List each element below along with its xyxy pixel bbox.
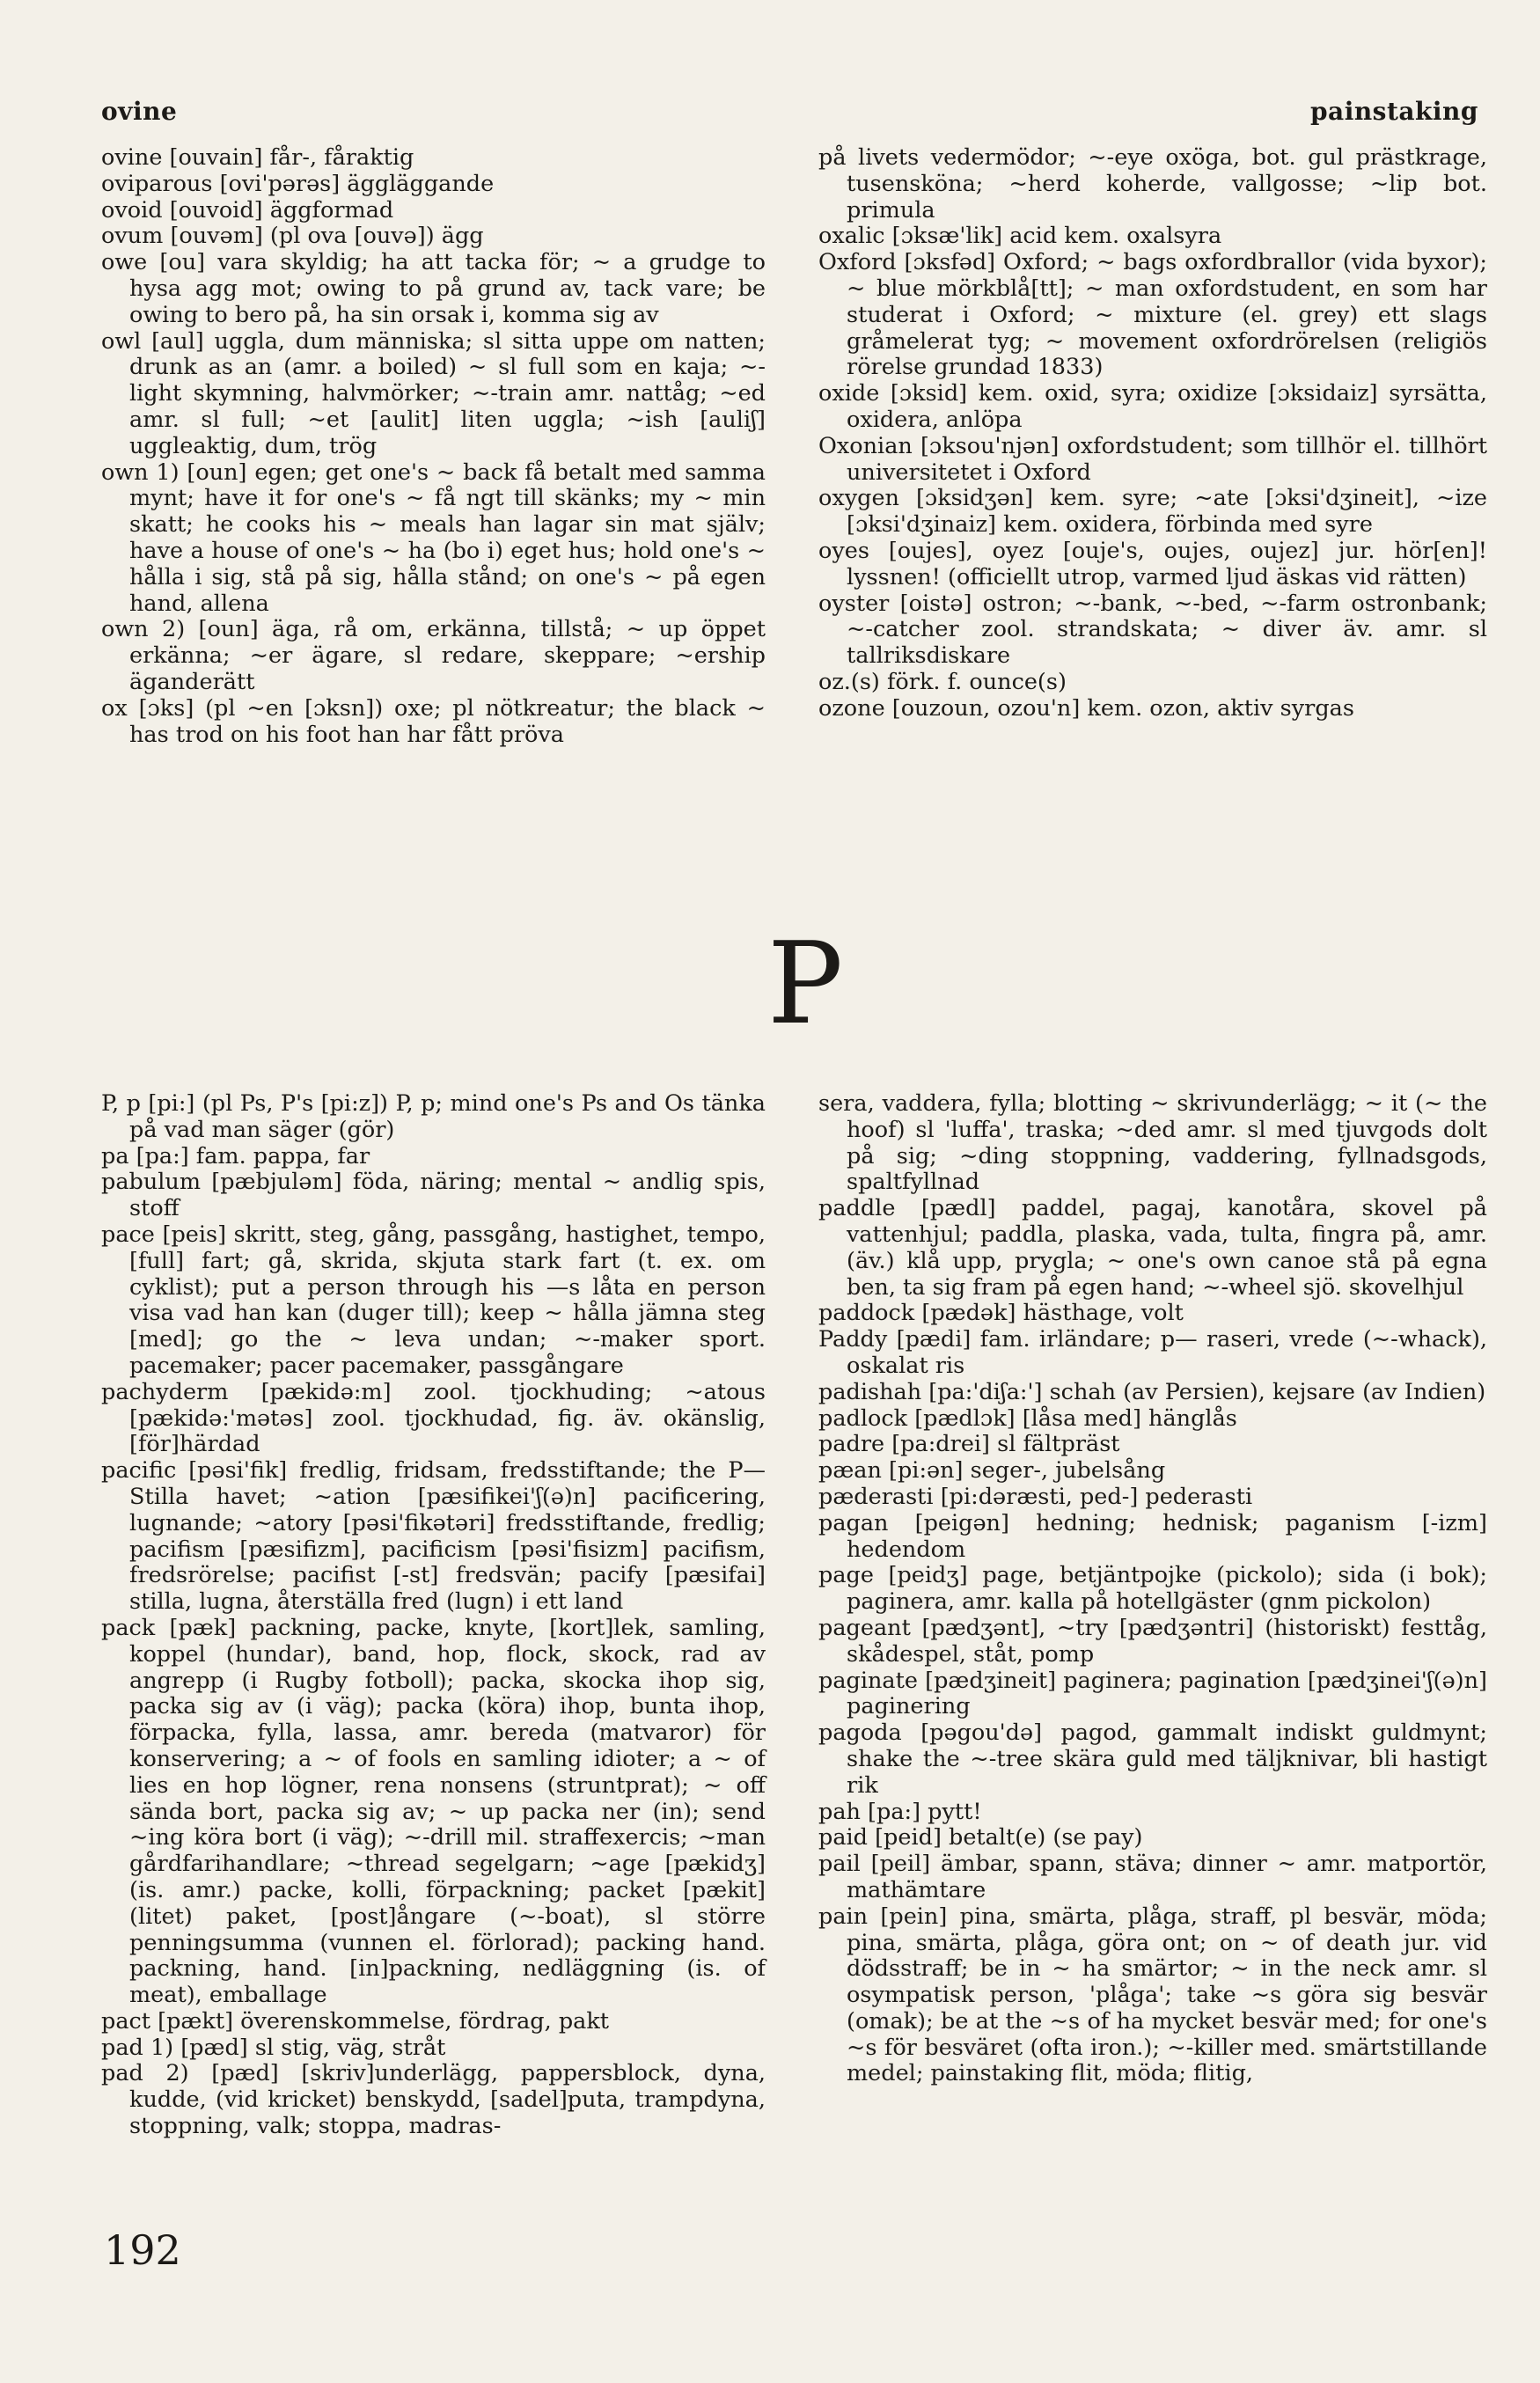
dictionary-entry: pagan [peigən] hedning; hednisk; paganism [-izm] hedendom — [818, 1509, 1487, 1563]
dictionary-entry: pageant [pædʒənt], ~try [pædʒəntri] (historiskt) festtåg, skådespel, ståt, pomp — [818, 1614, 1487, 1668]
dictionary-entry: own 2) [oun] äga, rå om, erkänna, tillstå; ~ up öppet erkänna; ~er ägare, sl redare, skeppare; ~ership äganderätt — [101, 616, 766, 695]
section-letter: P — [767, 919, 844, 1050]
running-head-first-word: ovine — [101, 97, 178, 126]
dictionary-entry: pact [pækt] överenskommelse, fördrag, pakt — [101, 2007, 610, 2035]
dictionary-entry: page [peidʒ] page, betjäntpojke (pickolo); sida (i bok); paginera, amr. kalla på hotellgäster (gnm pickolon) — [818, 1562, 1487, 1616]
dictionary-entry: pace [peis] skritt, steg, gång, passgång, hastighet, tempo, [full] fart; gå, skrida, skjuta stark fart (t. ex. om cyklist); put a person through his —s låta en person visa vad han kan (duger till); keep ~ hålla jämna steg [med]; go the ~ leva undan; ~-maker sport. pacemaker; pacer pacemaker, passgångare — [101, 1221, 766, 1379]
dictionary-entry: oxalic [ɔksæ'lik] acid kem. oxalsyra — [818, 223, 1222, 250]
dictionary-entry: pad 1) [pæd] sl stig, väg, stråt — [101, 2034, 446, 2061]
dictionary-entry: owl [aul] uggla, dum människa; sl sitta uppe om natten; drunk as an (amr. a boiled) ~ sl full som en kaja; ~-light skymning, halvmörker; ~-train amr. nattåg; ~ed amr. sl full; ~et [aulit] liten uggla; ~ish [auliʃ] uggleaktig, dum, trög — [101, 327, 766, 459]
dictionary-entry: padre [pa:drei] sl fältpräst — [818, 1431, 1120, 1458]
dictionary-entry: owe [ou] vara skyldig; ha att tacka för; ~ a grudge to hysa agg mot; owing to på grund av, tack vare; be owing to bero på, ha sin orsak i, komma sig av — [101, 249, 766, 328]
dictionary-entry: pa [pa:] fam. pappa, far — [101, 1142, 370, 1170]
dictionary-entry: på livets vedermödor; ~-eye oxöga, bot. gul prästkrage, tusensköna; ~herd koherde, vallgosse; ~lip bot. primula — [818, 144, 1487, 224]
dictionary-entry: paginate [pædʒineit] paginera; pagination [pædʒinei'ʃ(ə)n] paginering — [818, 1667, 1487, 1720]
column-upper-left — [101, 145, 766, 748]
column-lower-right — [818, 1091, 1487, 2087]
running-head-last-word: painstaking — [1309, 97, 1478, 126]
dictionary-entry: ozone [ouzoun, ozou'n] kem. ozon, aktiv syrgas — [818, 694, 1354, 722]
dictionary-entry: padlock [pædlɔk] [låsa med] hänglås — [818, 1404, 1237, 1432]
dictionary-entry: pæan [pi:ən] seger-, jubelsång — [818, 1457, 1166, 1485]
dictionary-entry: Paddy [pædi] fam. irländare; p— raseri, vrede (~-whack), oskalat ris — [818, 1326, 1487, 1379]
dictionary-entry: sera, vaddera, fylla; blotting ~ skrivunderlägg; ~ it (~ the hoof) sl 'luffa', traska; ~ded amr. sl med tjuvgods dolt på sig; ~ding stoppning, vaddering, fyllnadsgods, spaltfyllnad — [818, 1090, 1487, 1196]
dictionary-entry: Oxonian [ɔksou'njən] oxfordstudent; som tillhör el. tillhört universitetet i Oxford — [818, 432, 1487, 486]
dictionary-entry: pæderasti [pi:dəræsti, ped-] pederasti — [818, 1483, 1253, 1510]
dictionary-entry: pah [pa:] pytt! — [818, 1798, 982, 1825]
dictionary-entry: oyes [oujes], oyez [ouje's, oujes, oujez] jur. hör[en]! lyssnen! (officiellt utrop, varmed ljud äskas vid rätten) — [818, 537, 1487, 590]
dictionary-entry: padishah [pa:'diʃa:'] schah (av Persien), kejsare (av Indien) — [818, 1378, 1486, 1405]
dictionary-entry: pacific [pəsi'fik] fredlig, fridsam, fredsstiftande; the P— Stilla havet; ~ation [pæsifikei'ʃ(ə)n] pacificering, lugnande; ~atory [pəsi'fikətəri] fredsstiftande, fredlig; pacifism [pæsifizm], pacificism [pəsi'fisizm] pacifism, fredsrörelse; pacifist [-st] fredsvän; pacify [pæsifai] stilla, lugna, återställa fred (lugn) i ett land — [101, 1457, 766, 1616]
dictionary-entry: ovum [ouvəm] (pl ova [ouvə]) ägg — [101, 223, 484, 250]
dictionary-entry: P, p [pi:] (pl Ps, P's [pi:z]) P, p; mind one's Ps and Os tänka på vad man säger (gör) — [101, 1090, 766, 1143]
dictionary-entry: oviparous [ovi'pərəs] äggläggande — [101, 170, 495, 197]
column-upper-right — [818, 145, 1487, 722]
dictionary-entry: paid [peid] betalt(e) (se pay) — [818, 1824, 1143, 1851]
page-number: 192 — [104, 2226, 181, 2274]
dictionary-entry: oxide [ɔksid] kem. oxid, syra; oxidize [ɔksidaiz] syrsätta, oxidera, anlöpa — [818, 380, 1487, 433]
dictionary-entry: pachyderm [pækidə:m] zool. tjockhuding; ~atous [pækidə:'mətəs] zool. tjockhudad, fig. äv. okänslig, [för]härdad — [101, 1378, 766, 1458]
column-lower-left — [101, 1091, 766, 2140]
dictionary-entry: pagoda [pəgou'də] pagod, gammalt indiskt guldmynt; shake the ~-tree skära guld med täljknivar, bli hastigt rik — [818, 1719, 1487, 1799]
dictionary-entry: pail [peil] ämbar, spann, stäva; dinner ~ amr. matportör, mathämtare — [818, 1851, 1487, 1903]
dictionary-entry: ovoid [ouvoid] äggformad — [101, 196, 394, 224]
dictionary-entry: oxygen [ɔksidʒən] kem. syre; ~ate [ɔksi'dʒineit], ~ize [ɔksi'dʒinaiz] kem. oxidera, förbinda med syre — [818, 485, 1487, 539]
dictionary-entry: Oxford [ɔksfəd] Oxford; ~ bags oxfordbrallor (vida byxor); ~ blue mörkblå[tt]; ~ man oxfordstudent, en som har studerat i Oxford; ~ mixture (el. grey) ett slags gråmelerat tyg; ~ movement oxfordrörelsen (religiös rörelse grundad 1833) — [818, 249, 1487, 381]
dictionary-entry: pack [pæk] packning, packe, knyte, [kort]lek, samling, koppel (hundar), band, hop, flock, skock, rad av angrepp (i Rugby fotboll); packa, skocka ihop sig, packa sig av (i väg); packa (köra) ihop, bunta ihop, förpacka, fylla, lassa, amr. bereda (matvaror) för konservering; a ~ of fools en samling idioter; a ~ of lies en hop lögner, rena nonsens (struntprat); ~ off sända bort, packa sig av; ~ up packa ner (in); send ~ing köra bort (i väg); ~-drill mil. straffexercis; ~man gårdfarihandlare; ~thread segelgarn; ~age [pækidʒ] (is. amr.) packe, kolli, förpackning; packet [pækit] (litet) paket, [post]ångare (~-boat), sl större penningsumma (vunnen el. förlorad); packing hand. packning, hand. [in]packning, nedläggning (is. of meat), emballage — [101, 1614, 766, 2009]
dictionary-entry: ox [ɔks] (pl ~en [ɔksn]) oxe; pl nötkreatur; the black ~ has trod on his foot han har fått pröva — [101, 694, 766, 748]
dictionary-entry: pain [pein] pina, smärta, plåga, straff, pl besvär, möda; pina, smärta, plåga, göra ont; on ~ of death jur. vid dödsstraff; be in ~ ha smärtor; ~ in the neck amr. sl osympatisk person, 'plåga'; take ~s göra sig besvär (omak); be at the ~s of ha mycket besvär med; for one's ~s för besväret (ofta iron.); ~-killer med. smärtstillande medel; painstaking flit, möda; flitig, — [818, 1903, 1487, 2087]
dictionary-entry: pad 2) [pæd] [skriv]underlägg, pappersblock, dyna, kudde, (vid kricket) benskydd, [sadel]puta, trampdyna, stoppning, valk; stoppa, madras- — [101, 2060, 766, 2140]
dictionary-entry: ovine [ouvain] får-, fåraktig — [101, 144, 414, 171]
dictionary-entry: oz.(s) förk. f. ounce(s) — [818, 668, 1067, 695]
dictionary-entry: oyster [oistə] ostron; ~-bank, ~-bed, ~-farm ostronbank; ~-catcher zool. strandskata; ~ diver äv. amr. sl tallriksdiskare — [818, 590, 1487, 670]
dictionary-entry: own 1) [oun] egen; get one's ~ back få betalt med samma mynt; have it for one's ~ få ngt till skänks; my ~ min skatt; he cooks his ~ meals han lagar sin mat själv; have a house of one's ~ ha (bo i) eget hus; hold one's ~ hålla i sig, stå på sig, hålla stånd; on one's ~ på egen hand, allena — [101, 458, 766, 617]
dictionary-entry: paddle [pædl] paddel, pagaj, kanotåra, skovel på vattenhjul; paddla, plaska, vada, tulta, fingra på, amr. (äv.) klå upp, prygla; ~ one's own canoe stå på egna ben, ta sig fram på egen hand; ~-wheel sjö. skovelhjul — [818, 1195, 1487, 1301]
dictionary-entry: paddock [pædək] hästhage, volt — [818, 1300, 1184, 1327]
dictionary-entry: pabulum [pæbjuləm] föda, näring; mental ~ andlig spis, stoff — [101, 1169, 766, 1222]
